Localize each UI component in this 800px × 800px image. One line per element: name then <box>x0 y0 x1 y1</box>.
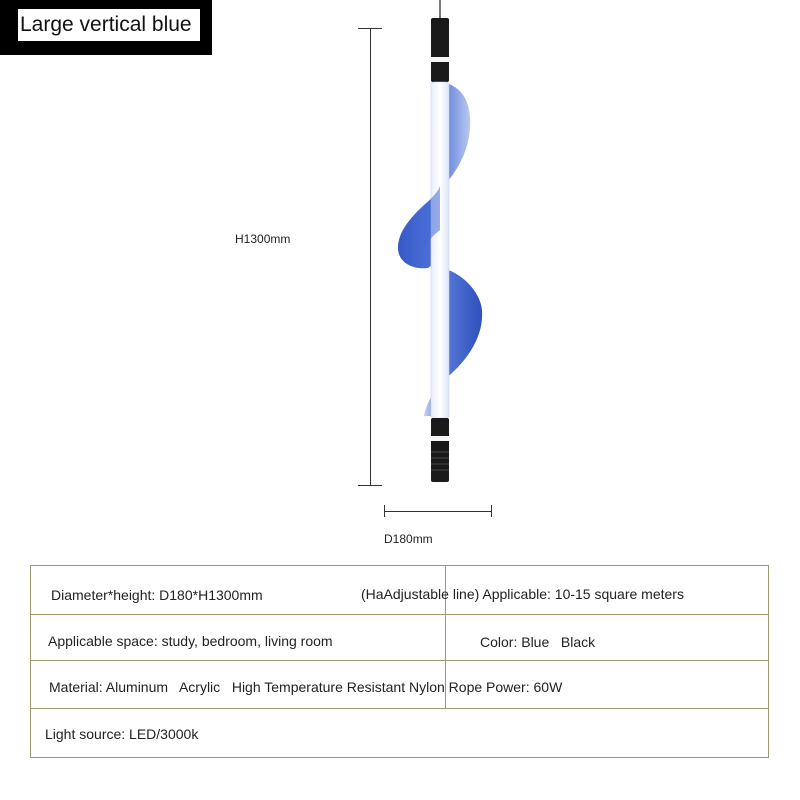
product-title: Large vertical blue <box>18 9 200 41</box>
height-label: H1300mm <box>235 232 291 246</box>
spec-applicable-space: Applicable space: study, bedroom, living room <box>48 633 333 649</box>
diameter-dimension-cap-right <box>491 505 492 517</box>
top-cap <box>431 18 449 82</box>
spec-color: Color: Blue Black <box>480 634 596 650</box>
height-dimension-line <box>370 28 371 486</box>
table-row <box>31 615 768 661</box>
bottom-cap-ring <box>431 436 449 441</box>
title-badge <box>0 0 212 55</box>
spec-light-source: Light source: LED/3000k <box>45 726 199 742</box>
spec-diameter-height: Diameter*height: D180*H1300mm <box>51 587 263 603</box>
diameter-dimension-cap-left <box>384 505 385 517</box>
bottom-cap <box>431 418 449 482</box>
spec-applicable-area: (HaAdjustable line) Applicable: 10-15 square meters <box>361 586 684 602</box>
table-row <box>31 661 768 709</box>
diameter-dimension-line <box>384 511 492 512</box>
light-tube <box>431 82 449 418</box>
top-cap-ring <box>431 57 449 62</box>
height-dimension-cap-bottom <box>358 485 382 486</box>
diameter-label: D180mm <box>384 532 433 546</box>
lamp-product-image <box>380 0 500 500</box>
height-dimension-cap-top <box>358 28 382 29</box>
spec-table <box>30 565 769 758</box>
table-row <box>31 709 768 758</box>
table-row <box>31 566 768 615</box>
spec-material-power: Material: Aluminum Acrylic High Temperature Resistant Nylon Rope Power: 60W <box>49 679 563 695</box>
